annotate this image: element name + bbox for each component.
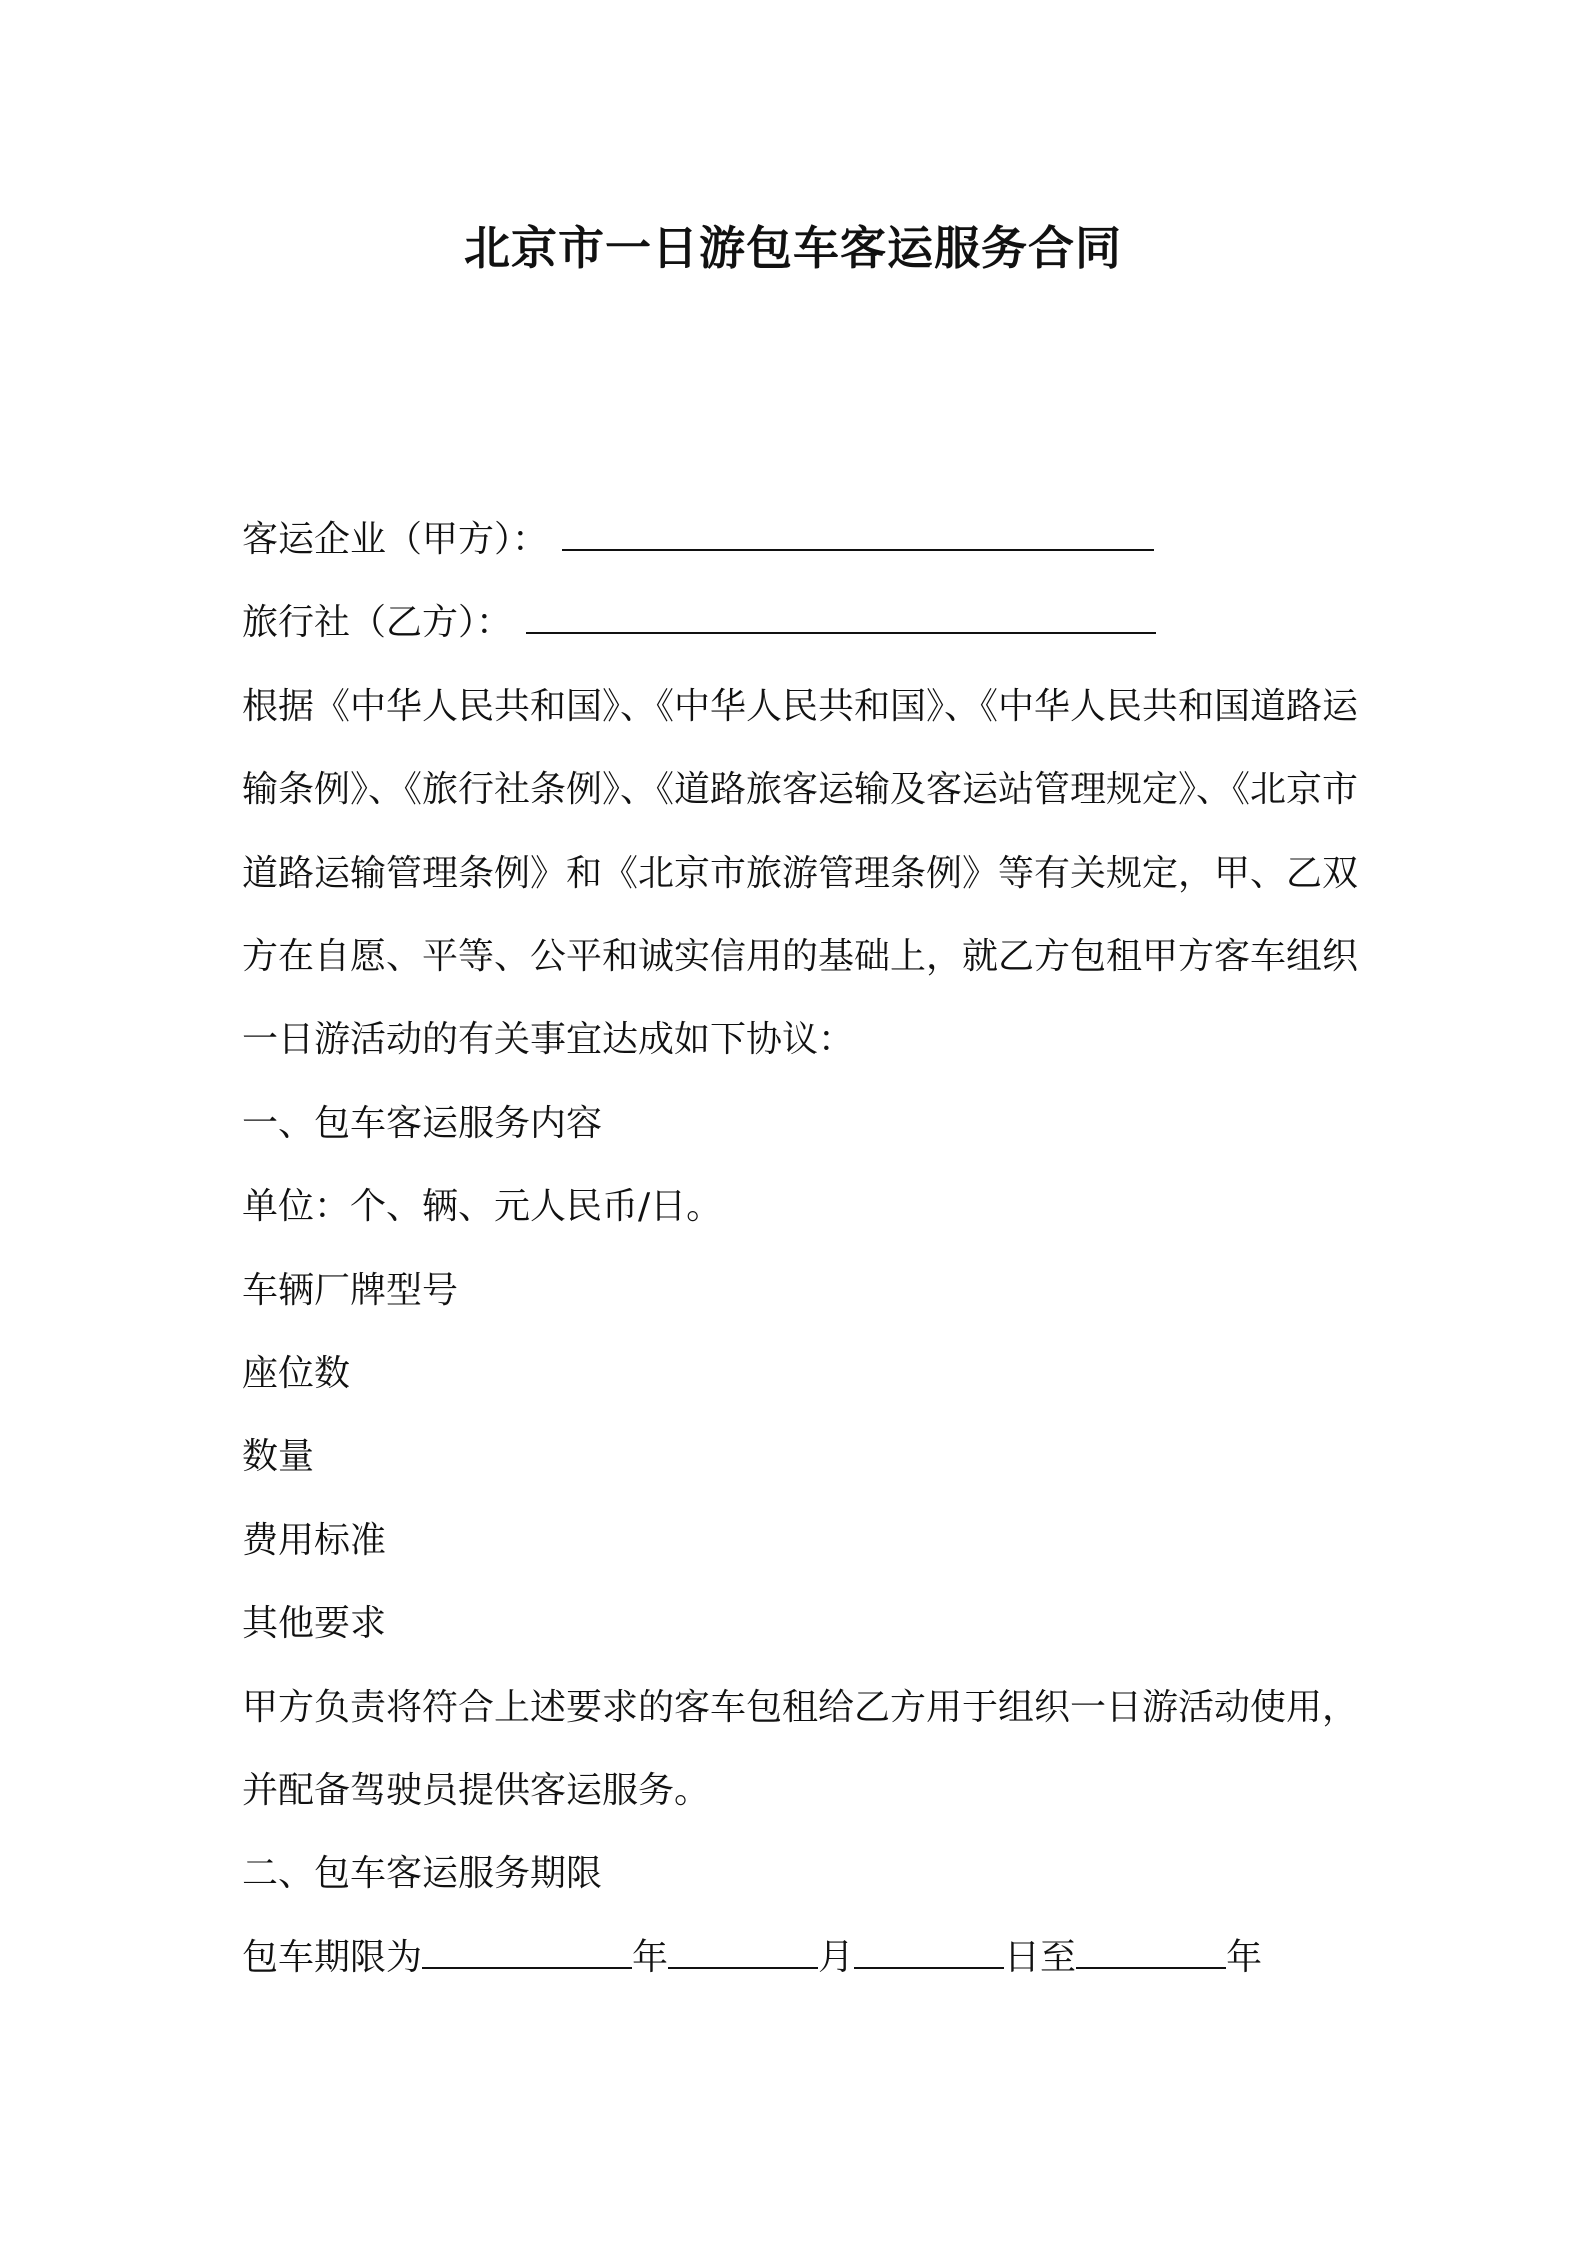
end-year-label: 年 [1226,1936,1263,1978]
party-b-label: 旅行社（乙方）： [242,602,513,644]
document-body [242,498,1362,1999]
period-line [242,1916,1362,1999]
start-day-blank [854,1937,1004,1969]
document-title: 北京市一日游包车客运服务合同 [464,221,1122,275]
start-year-blank [422,1937,632,1969]
end-year-blank [1076,1937,1226,1969]
year-label: 年 [632,1936,669,1978]
section1-statement: 甲方负责将符合上述要求的客车包租给乙方用于组织一日游活动使用，并配备驾驶员提供客运服务。 [242,1686,1359,1811]
section2-heading: 二、包车客运服务期限 [242,1853,603,1895]
item-quantity: 数量 [242,1436,315,1478]
item-seat-count: 座位数 [242,1352,351,1394]
preamble-paragraph: 根据《中华人民共和国》、《中华人民共和国》、《中华人民共和国道路运输条例》、《旅行社条例》、《道路旅客运输及客运站管理规定》、《北京市道路运输管理条例》和《北京市旅游管理条例》等有关规定，甲、乙双方在自愿、平等、公平和诚实信用的基础上，就乙方包租甲方客车组织一日游活动的有关事宜达成如下协议： [242,685,1359,1061]
section1-heading: 一、包车客运服务内容 [242,1102,603,1144]
party-a-line [242,498,1362,581]
party-b-line [242,581,1362,664]
item-other-requirements: 其他要求 [242,1603,387,1645]
party-b-blank [526,602,1156,634]
period-prefix: 包车期限为 [242,1936,423,1978]
unit-line: 单位：个、辆、元人民币/日。 [242,1186,723,1228]
day-to-label: 日至 [1004,1936,1077,1978]
party-a-blank [562,519,1154,551]
start-month-blank [668,1937,818,1969]
item-fee-standard: 费用标准 [242,1519,387,1561]
month-label: 月 [818,1936,855,1978]
item-vehicle-model: 车辆厂牌型号 [242,1269,459,1311]
party-a-label: 客运企业（甲方）： [242,519,549,560]
